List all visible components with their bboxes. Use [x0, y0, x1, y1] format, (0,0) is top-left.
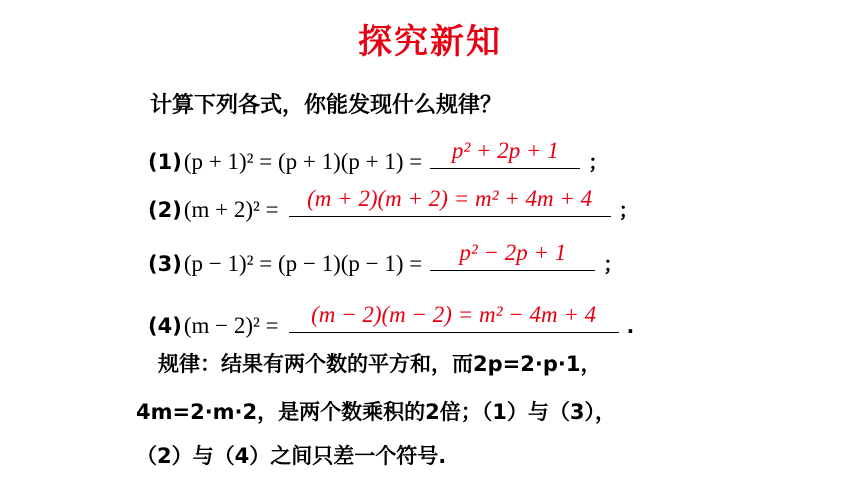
- equation-expression: (m − 2)² =: [183, 313, 279, 338]
- equation-4: [148, 302, 634, 339]
- equation-punctuation: ；: [618, 198, 639, 222]
- answer-text: (m − 2)(m − 2) = m² − 4m + 4: [311, 302, 597, 327]
- equation-number: (1): [148, 150, 182, 174]
- answer-blank[interactable]: [430, 240, 595, 271]
- answer-text: (m + 2)(m + 2) = m² + 4m + 4: [307, 186, 593, 211]
- equation-punctuation: ；: [603, 252, 624, 276]
- equation-punctuation: .: [626, 314, 635, 338]
- equation-3: [148, 240, 623, 277]
- equation-expression: (p − 1)² = (p − 1)(p − 1) =: [183, 251, 423, 276]
- equation-number: (4): [148, 314, 182, 338]
- intro-question: 计算下列各式，你能发现什么规律？: [150, 93, 503, 118]
- rule-line-1: 规律：结果有两个数的平方和，而2p=2·p·1，: [158, 352, 602, 376]
- equation-1: [148, 138, 608, 175]
- answer-blank[interactable]: [430, 138, 580, 169]
- equation-expression: (m + 2)² =: [183, 197, 279, 222]
- rule-line-3: （2）与（4）之间只差一个符号.: [136, 444, 447, 468]
- answer-blank[interactable]: [289, 186, 611, 217]
- page-title: 探究新知: [358, 22, 502, 62]
- equation-expression: (p + 1)² = (p + 1)(p + 1) =: [183, 149, 423, 174]
- equation-2: [148, 186, 639, 223]
- equation-number: (2): [148, 198, 182, 222]
- equation-number: (3): [148, 252, 182, 276]
- answer-text: p² + 2p + 1: [451, 138, 559, 163]
- answer-text: p² − 2p + 1: [459, 240, 567, 265]
- rule-line-2: 4m=2·m·2，是两个数乘积的2倍；（1）与（3），: [136, 400, 616, 424]
- answer-blank[interactable]: [289, 302, 619, 333]
- equation-punctuation: ；: [588, 150, 609, 174]
